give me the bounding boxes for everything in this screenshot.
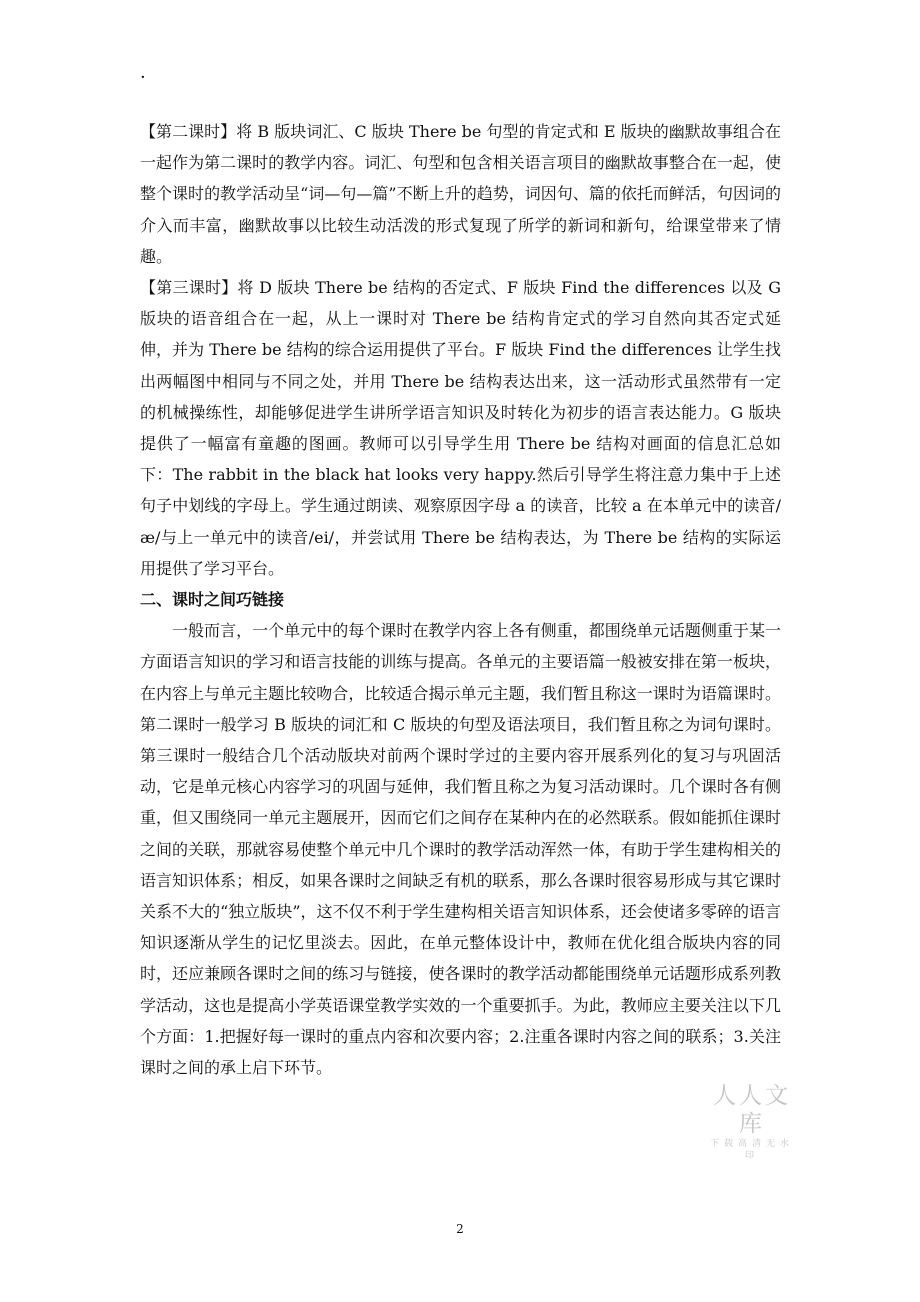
- watermark-logo: [704, 1082, 800, 1162]
- paragraph-lesson-2: 【第二课时】将 B 版块词汇、C 版块 There be 句型的肯定式和 E 版块的幽默故事组合在一起作为第二课时的教学内容。词汇、句型和包含相关语言项目的幽默故事整合在一起，使整个课时的教学活动呈“词—句—篇”不断上升的趋势，词因句、篇的依托而鲜活，句因词的介入而丰富，幽默故事以比较生动活泼的形式复现了所学的新词和新句，给课堂带来了情趣。: [140, 122, 781, 266]
- paragraph-lesson-linking: 一般而言，一个单元中的每个课时在教学内容上各有侧重，都围绕单元话题侧重于某一方面语言知识的学习和语言技能的训练与提高。各单元的主要语篇一般被安排在第一板块，在内容上与单元主题比较吻合，比较适合揭示单元主题，我们暂且称这一课时为语篇课时。第二课时一般学习 B 版块的词汇和 C 版块的句型及语法项目，我们暂且称之为词句课时。第三课时一般结合几个活动版块对前两个课时学过的主要内容开展系列化的复习与巩固活动，它是单元核心内容学习的巩固与延伸，我们暂且称之为复习活动课时。几个课时各有侧重，但又围绕同一单元主题展开，因而它们之间存在某种内在的必然联系。假如能抓住课时之间的关联，那就容易使整个单元中几个课时的教学活动浑然一体，有助于学生建构相关的语言知识体系；相反，如果各课时之间缺乏有机的联系，那么各课时很容易形成与其它课时关系不大的“独立版块”，这不仅不利于学生建构相关语言知识体系，还会使诸多零碎的语言知识逐渐从学生的记忆里淡去。因此，在单元整体设计中，教师在优化组合版块内容的同时，还应兼顾各课时之间的练习与链接，使各课时的教学活动都能围绕单元话题形成系列教学活动，这也是提高小学英语课堂教学实效的一个重要抓手。为此，教师应主要关注以下几个方面：1.把握好每一课时的重点内容和次要内容；2.注重各课时内容之间的联系；3.关注课时之间的承上启下环节。: [140, 621, 781, 1078]
- watermark-subtitle: 下载高清无水印: [709, 1139, 794, 1161]
- watermark-title: 人人文库: [713, 1083, 791, 1137]
- document-body: [140, 116, 781, 1083]
- section-heading: 二、课时之间巧链接: [140, 590, 285, 610]
- header-mark: ·: [140, 67, 146, 88]
- paragraph-lesson-3: 【第三课时】将 D 版块 There be 结构的否定式、F 版块 Find the differences 以及 G 版块的语音组合在一起，从上一课时对 There be 结构肯定式的学习自然向其否定式延伸，并为 There be 结构的综合运用提供了平台。F 版块 Find the differences 让学生找出两幅图中相同与不同之处，并用 There be 结构表达出来，这一活动形式虽然带有一定的机械操练性，却能够促进学生讲所学语言知识及时转化为初步的语言表达能力。G 版块提供了一幅富有童趣的图画。教师可以引导学生用 There be 结构对画面的信息汇总如下：The rabbit in the black hat looks very happy.然后引导学生将注意力集中于上述句子中划线的字母上。学生通过朗读、观察原因字母 a 的读音，比较 a 在本单元中的读音/æ/与上一单元中的读音/ei/，并尝试用 There be 结构表达，为 There be 结构的实际运用提供了学习平台。: [140, 278, 781, 578]
- page-number: 2: [456, 1222, 464, 1236]
